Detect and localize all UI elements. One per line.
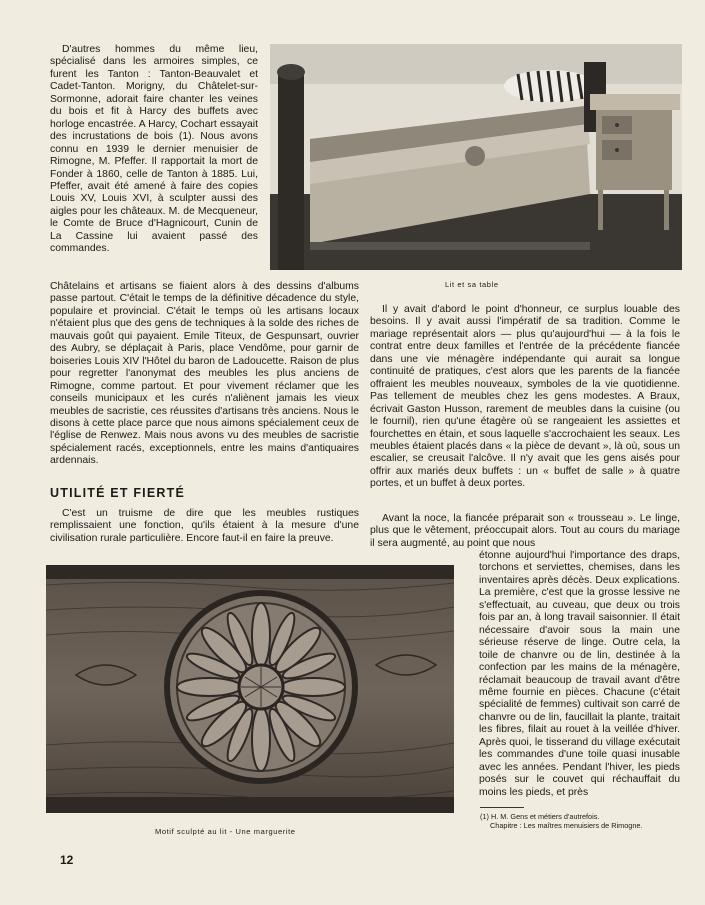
top-photo-caption: Lit et sa table [445, 280, 499, 289]
carved-daisy-photo [46, 565, 454, 813]
footnote-line-2: Chapitre : Les maîtres menuisiers de Rimogne. [490, 821, 643, 830]
footnote [480, 812, 680, 830]
footnote-separator [480, 807, 524, 808]
left-paragraph-2: Châtelains et artisans se fiaient alors à des dessins d'albums passe partout. C'était le temps de la définitive décadence du style, populaire et provincial. C'était le temps où les artisans locaux n'étaient plus que des gens de techniques à la solde des riches de mauvais goût qui payaient. Emile Titeux, de Gespunsart, ouvrier des Aubry, se déplaçait à Paris, place Vendôme, pour garnir de boiseries Louis XIV l'Hôtel du baron de Ladoucette. Raison de plus pour regretter l'anonymat des meubles les plus anciens de Rimogne, comme partout. Et pour vivement réclamer que les conseils municipaux et les curés n'aliènent jamais les vieux meubles de sacristie, ces réussites d'artisans très anciens. Nous le disons à cette place parce que nous aimons spécialement ceux de l'église de Renwez. Mais nous avons vu des meubles de sacristie spécialement racés, exceptionnels, entre les mains d'antiquaires ardennais. [50, 281, 359, 467]
footnote-line-1: (1) H. M. Gens et métiers d'autrefois. [480, 812, 600, 821]
right-paragraph-2-continued: étonne aujourd'hui l'importance des draps, torchons et serviettes, chemises, dans les inventaires après décès. Deux explications. La première, c'est que la grosse lessive ne s'effectuait, au cuveau, que deux ou trois fois par an, à long travail saisonnier. Il était nécessaire d'avoir sous la main une sérieuse réserve de linge. Outre cela, la toile de chanvre ou de lin, destinée à la confection par les mains de la ménagère, réclamait beaucoup de travail avant d'être même fournie en pièces. Chacune (c'était spécialité de femmes) cultivait son carré de chanvre ou de lin, faucillait la plante, traitait les fibres, filait au rouet à la veillée d'hiver. Après quoi, le tisserand du village exécutait les commandes d'une toile quasi inusable avec les années. Pendant l'hiver, les pieds posés sur le couvet qui réchauffait du moins les pieds, et près [479, 550, 680, 798]
right-paragraph-2: Avant la noce, la fiancée préparait son « trousseau ». Le linge, plus que le vêtement, préoccupait alors. Tout au cours du mariage il sera augmenté, au point que nous [370, 513, 680, 549]
bed-illustration [270, 44, 682, 270]
bed-and-table-photo [270, 44, 682, 270]
intro-paragraph: D'autres hommes du même lieu, spécialisé dans les armoires simples, ce furent les Tanton : Tanton-Beauvalet et Cadet-Tanton. Morigny, du Châtelet-sur-Sormonne, adorait faire chanter les veines du bois et fit à Harcy des buffets avec horloge encastrée. A Harcy, Cochart essayait des incrustations de bois (1). Nous avons connu en 1939 le dernier menuisier de Rimogne, M. Pfeffer. Il rapportait la mort de Fonder à 1860, celle de Tanton à 1885. Lui, Pfeffer, avait été amené à faire des copies Louis XV, Louis XVI, à sculpter aussi des aigles pour les châteaux. M. de Mecqueneur, le Comte de Bruce d'Hagnicourt, Cunin de La Cassine lui avaient passé des commandes. [50, 44, 258, 255]
right-paragraph-1: Il y avait d'abord le point d'honneur, ce surplus louable des besoins. Il y avait aussi l'impératif de sa tradition. Comme le mariage représentait alors — plus qu'aujourd'hui — à la fois le contrat entre deux familles et l'entrée de la précédente fiancée dans une vie ménagère indépendante qui aurait sa longue continuité de pratiques, c'est alors que les parents de la fiancée offraient les meubles nouveaux, symboles de la vie quotidienne. Pas tellement de meubles chez les gens modestes. A Braux, écrivait Gaston Husson, rarement de meubles dans la cuisine (ou le fournil), rien qu'une étagère où se rangeaient les assiettes et fourchettes en étain, et sous laquelle s'accrochaient les seaux. Les meubles étaient placés dans « la pièce de devant », là où, sous un escalier, se creusait l'alcôve. Il n'y avait que les gens aisés pour offrir aux mariés deux buffets : un « buffet de salle » à quatre portes, et un buffet à deux portes. [370, 304, 680, 490]
left-paragraph-3: C'est un truisme de dire que les meubles rustiques remplissaient une fonction, qu'ils étaient à la mesure d'une civilisation rurale particulière. Encore faut-il en faire la preuve. [50, 508, 359, 544]
page-number: 12 [60, 853, 74, 867]
carved-daisy-illustration [46, 565, 454, 813]
section-heading: UTILITÉ ET FIERTÉ [50, 486, 185, 500]
bottom-photo-caption: Motif sculpté au lit - Une marguerite [155, 827, 296, 836]
